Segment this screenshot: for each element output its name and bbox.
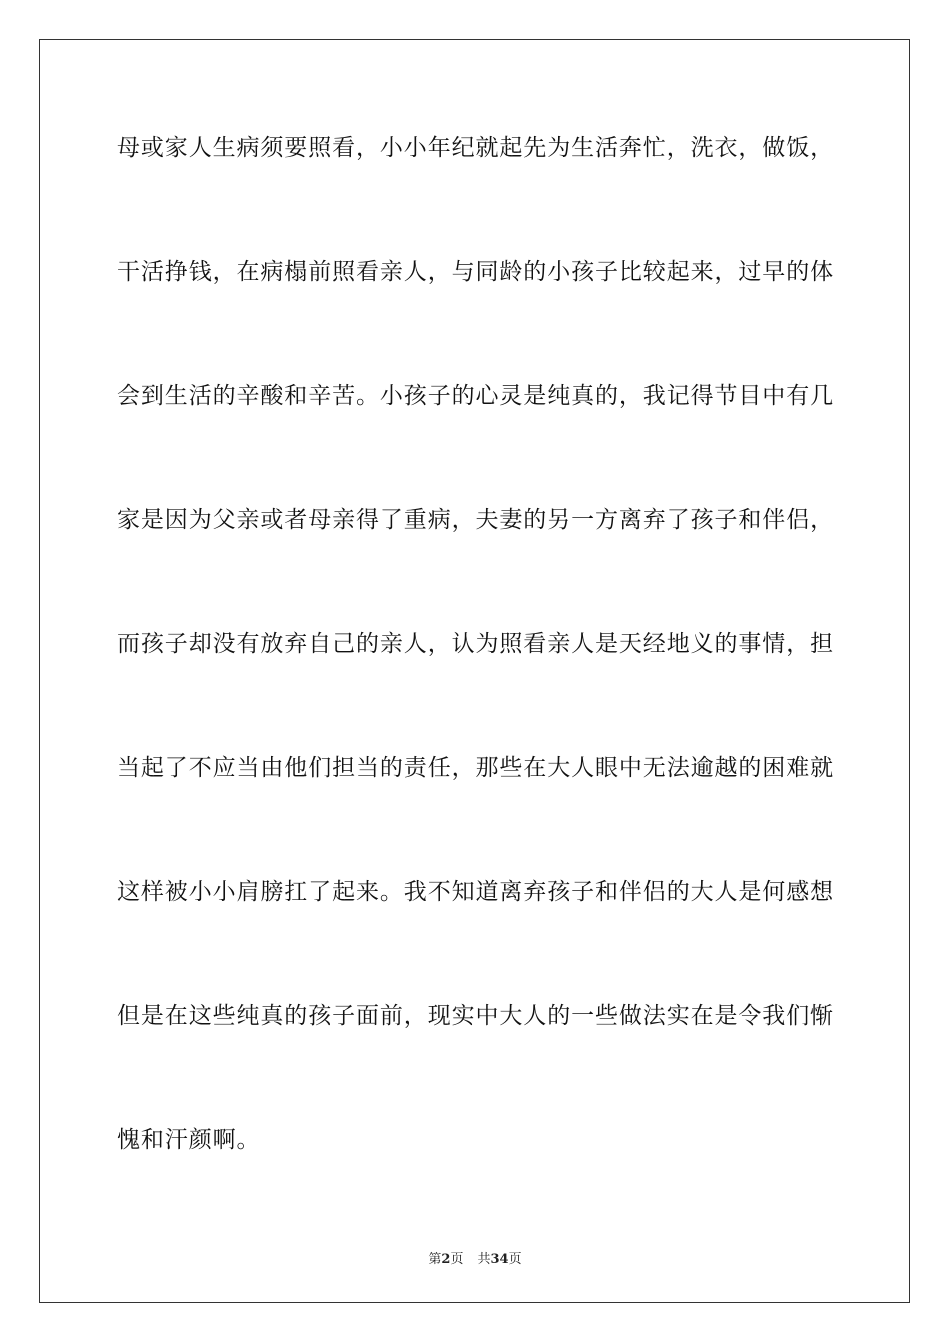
text-line-8: 但是在这些纯真的孩子面前，现实中大人的一些做法实在是令我们惭: [117, 1003, 834, 1029]
text-line-9: 愧和汗颜啊。: [117, 1127, 261, 1153]
total-suffix: 页: [508, 1252, 522, 1267]
total-pages: 34: [490, 1252, 509, 1267]
text-line-1: 母或家人生病须要照看，小小年纪就起先为生活奔忙，洗衣，做饭，: [117, 135, 834, 161]
text-line-5: 而孩子却没有放弃自己的亲人，认为照看亲人是天经地义的事情，担: [117, 631, 834, 657]
page-footer: [0, 1248, 950, 1267]
total-prefix: 共: [477, 1252, 491, 1267]
text-line-2: 干活挣钱，在病榻前照看亲人，与同龄的小孩子比较起来，过早的体: [117, 259, 834, 285]
text-line-6: 当起了不应当由他们担当的责任，那些在大人眼中无法逾越的困难就: [117, 755, 834, 781]
page-number: 2: [441, 1252, 451, 1267]
body-text: [117, 128, 837, 1244]
text-line-7: 这样被小小肩膀扛了起来。我不知道离弃孩子和伴侣的大人是何感想: [117, 879, 834, 905]
text-line-4: 家是因为父亲或者母亲得了重病，夫妻的另一方离弃了孩子和伴侣，: [117, 507, 834, 533]
text-line-3: 会到生活的辛酸和辛苦。小孩子的心灵是纯真的，我记得节目中有几: [117, 383, 834, 409]
page-prefix: 第: [428, 1252, 442, 1267]
page-suffix: 页: [450, 1252, 464, 1267]
